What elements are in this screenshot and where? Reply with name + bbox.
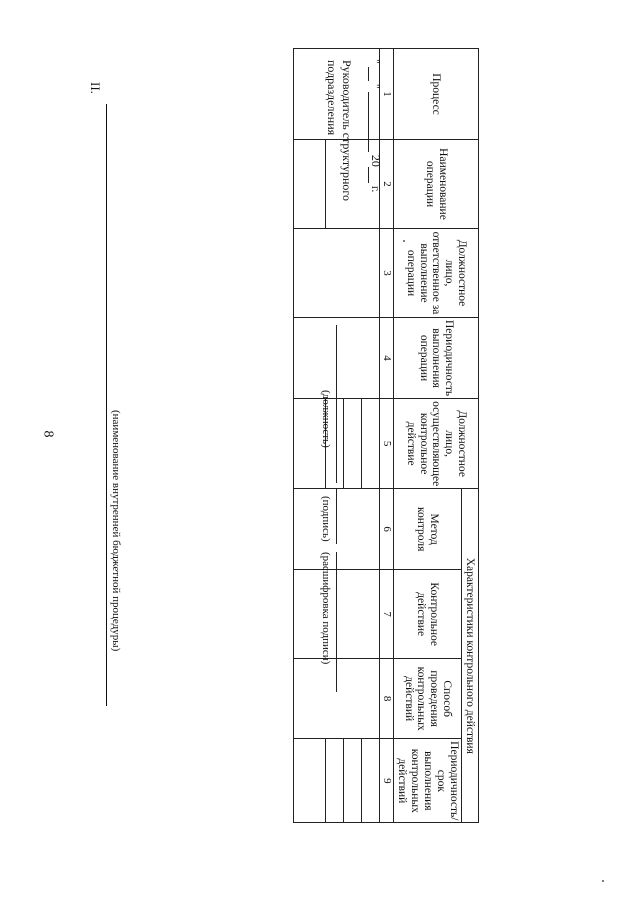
section-heading (87, 82, 103, 94)
signature-label-line-1: Руководитель структурного (340, 60, 354, 202)
signature-decoding-caption: (расшифровка подписи) (320, 552, 332, 665)
table-cell[interactable] (294, 739, 326, 823)
date-field (368, 59, 383, 192)
date-quote-close: " (369, 83, 383, 89)
scan-speck (403, 240, 405, 242)
table-cell[interactable] (362, 739, 380, 823)
year-suffix: г. (369, 185, 383, 193)
col-header-controller: Должностное лицо, осуществляющее контрольное действие (394, 399, 479, 489)
col-header-responsible-person: Должностное лицо, ответственное за выполнение операции (394, 229, 479, 318)
signature-label-line-2: подразделения (325, 60, 340, 136)
col-header-control-frequency: Периодичность/ срок выполнения контрольных действий (394, 739, 462, 823)
group-header-control-characteristics: Характеристики контрольного действия (462, 489, 479, 823)
table-cell[interactable] (294, 229, 380, 318)
year-blank[interactable] (368, 167, 379, 183)
signature-caption: (подпись) (320, 496, 332, 542)
procedure-title-caption: (наименование внутренней бюджетной процедуры) (110, 410, 122, 652)
col-header-operation-frequency: Периодичность выполнения операции (394, 318, 479, 399)
table-cell[interactable] (294, 140, 326, 229)
table-cell[interactable] (326, 739, 344, 823)
procedure-title-line[interactable] (106, 104, 107, 706)
day-blank[interactable] (368, 67, 379, 81)
signature-label (325, 60, 354, 201)
col-number-5: 5 (380, 399, 394, 489)
col-number-4: 4 (380, 318, 394, 399)
col-number-2: 2 (380, 140, 394, 229)
table-cell[interactable] (344, 399, 362, 489)
year-prefix: 20 (369, 154, 383, 167)
col-number-9: 9 (380, 739, 394, 823)
col-header-control-method: Метод контроля (394, 489, 462, 570)
col-number-3: 3 (380, 229, 394, 318)
page-number: 8 (40, 430, 56, 438)
col-header-operation-name: Наименование операции (394, 140, 479, 229)
col-number-6: 6 (380, 489, 394, 570)
signature-decoding-line[interactable] (336, 552, 337, 692)
table-cell[interactable] (362, 399, 380, 489)
position-line[interactable] (336, 325, 337, 483)
col-header-control-action: Контрольное действие (394, 570, 462, 659)
col-header-control-way: Способ проведения контрольных действий (394, 659, 462, 739)
date-quote-open: " (369, 59, 383, 64)
table-cell[interactable] (344, 739, 362, 823)
col-header-process: Процесс (394, 49, 479, 140)
col-number-8: 8 (380, 659, 394, 739)
scan-speck (602, 880, 604, 882)
month-blank[interactable] (368, 92, 379, 152)
col-number-1: 1 (380, 49, 394, 140)
col-number-7: 7 (380, 570, 394, 659)
section-prefix: II. (88, 82, 103, 94)
signature-line[interactable] (336, 488, 337, 544)
position-caption: (должность) (320, 390, 332, 448)
header-row-1 (462, 49, 479, 823)
